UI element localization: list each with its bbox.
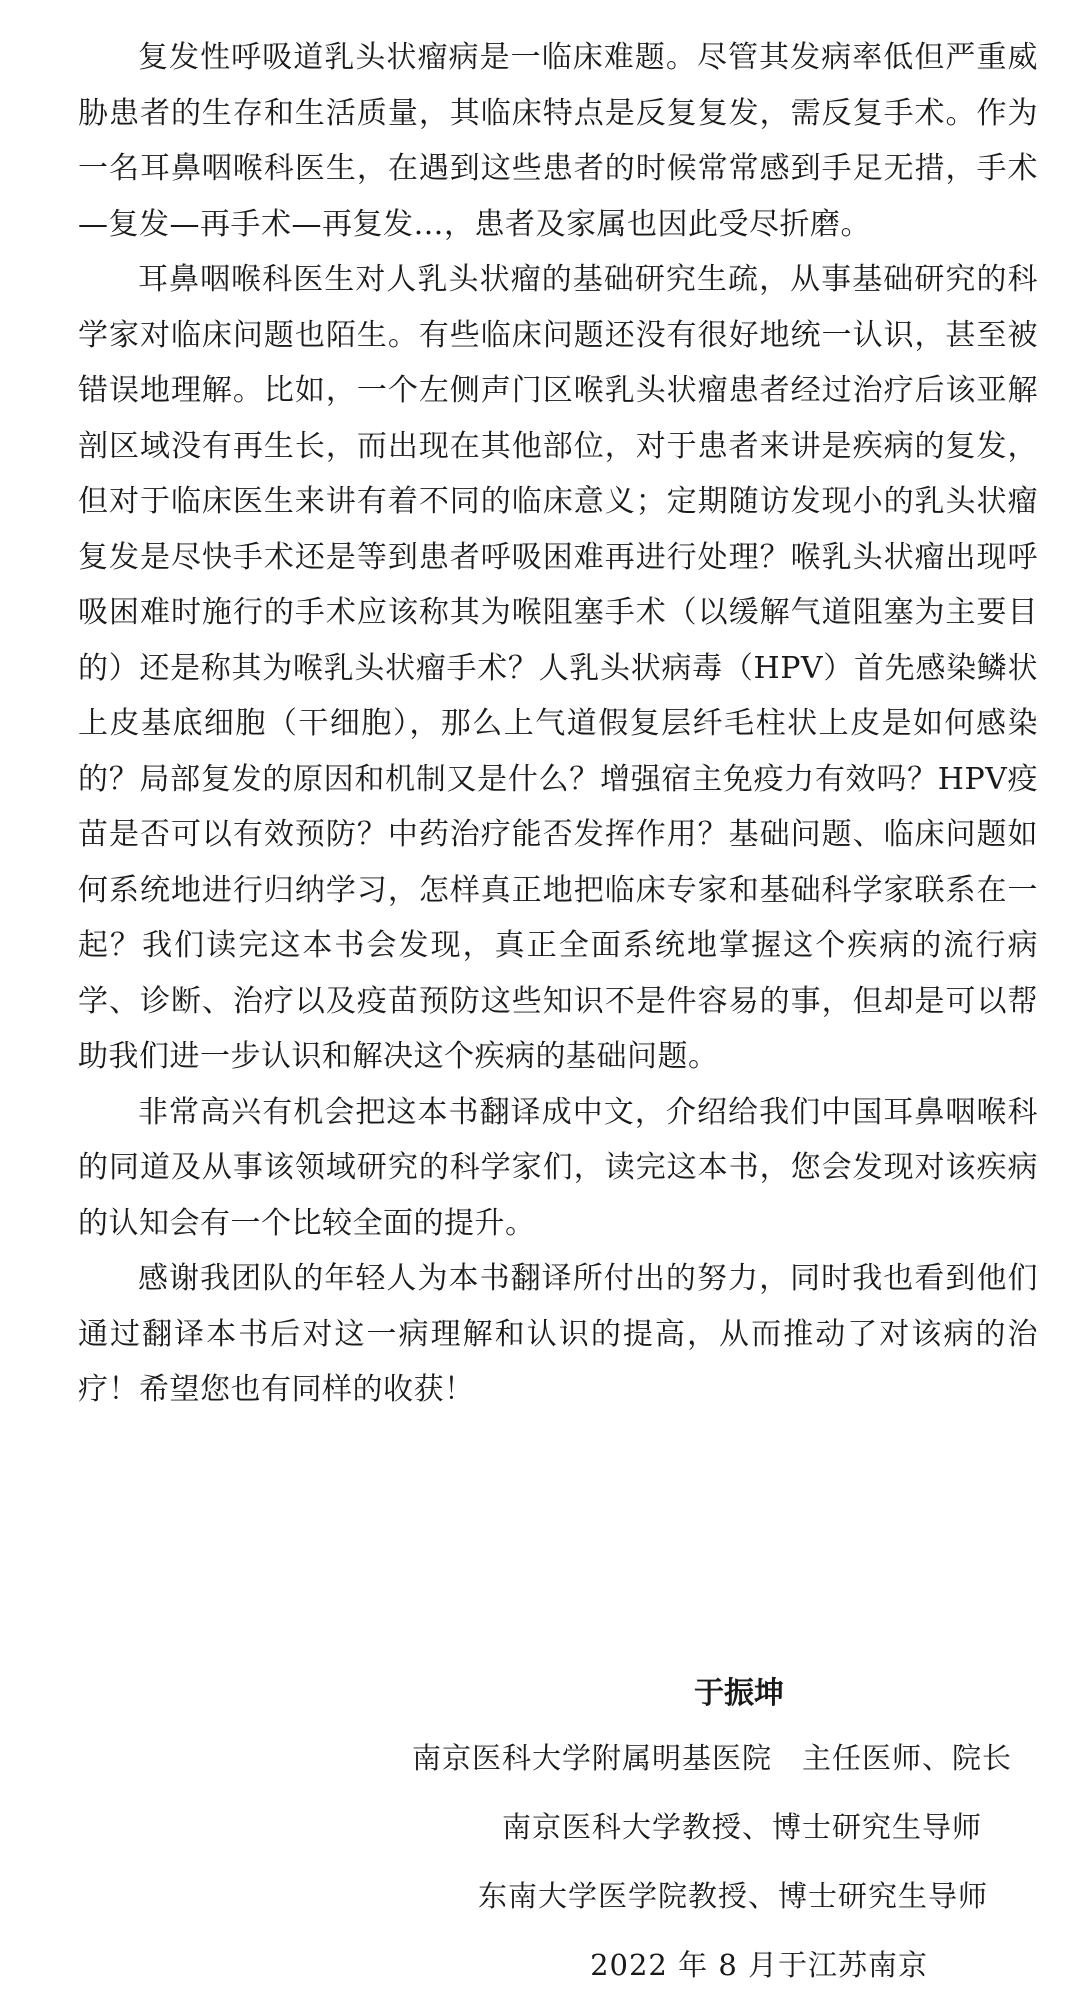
paragraph-1: 复发性呼吸道乳头状瘤病是一临床难题。尽管其发病率低但严重威胁患者的生存和生活质量，其临床特点是反复复发，需反复手术。作为一名耳鼻咽喉科医生，在遇到这些患者的时候常常感到手足无措，手术—复发—再手术—再复发…，患者及家属也因此受尽折磨。 [78, 40, 1038, 242]
signature-block [112, 1672, 1012, 2012]
author-name: 于振坤 [694, 1676, 784, 1711]
author-title-seu: 东南大学医学院教授、博士研究生导师 [477, 1879, 988, 1913]
paragraph-2: 耳鼻咽喉科医生对人乳头状瘤的基础研究生疏，从事基础研究的科学家对临床问题也陌生。有些临床问题还没有很好地统一认识，甚至被错误地理解。比如，一个左侧声门区喉乳头状瘤患者经过治疗后该亚解剖区域没有再生长，而出现在其他部位，对于患者来讲是疾病的复发，但对于临床医生来讲有着不同的临床意义；定期随访发现小的乳头状瘤复发是尽快手术还是等到患者呼吸困难再进行处理？喉乳头状瘤出现呼吸困难时施行的手术应该称其为喉阻塞手术（以缓解气道阻塞为主要目的）还是称其为喉乳头状瘤手术？人乳头状病毒（HPV）首先感染鳞状上皮基底细胞（干细胞），那么上气道假复层纤毛柱状上皮是如何感染的？局部复发的原因和机制又是什么？增强宿主免疫力有效吗？HPV疫苗是否可以有效预防？中药治疗能否发挥作用？基础问题、临床问题如何系统地进行归纳学习，怎样真正地把临床专家和基础科学家联系在一起？我们读完这本书会发现，真正全面系统地掌握这个疾病的流行病学、诊断、治疗以及疫苗预防这些知识不是件容易的事，但却是可以帮助我们进一步认识和解决这个疾病的基础问题。 [78, 262, 1038, 1074]
signature-date: 2022 年 8 月于江苏南京 [590, 1948, 928, 1982]
paragraph-3: 非常高兴有机会把这本书翻译成中文，介绍给我们中国耳鼻咽喉科的同道及从事该领域研究的科学家们，读完这本书，您会发现对该疾病的认知会有一个比较全面的提升。 [78, 1094, 1038, 1241]
paragraph-4: 感谢我团队的年轻人为本书翻译所付出的努力，同时我也看到他们通过翻译本书后对这一病理解和认识的提高，从而推动了对该病的治疗！希望您也有同样的收获！ [78, 1261, 1038, 1407]
author-title-nmu: 南京医科大学教授、博士研究生导师 [501, 1810, 982, 1844]
author-title-hospital: 南京医科大学附属明基医院 主任医师、院长 [411, 1741, 1012, 1775]
preface-body [78, 30, 1038, 1418]
